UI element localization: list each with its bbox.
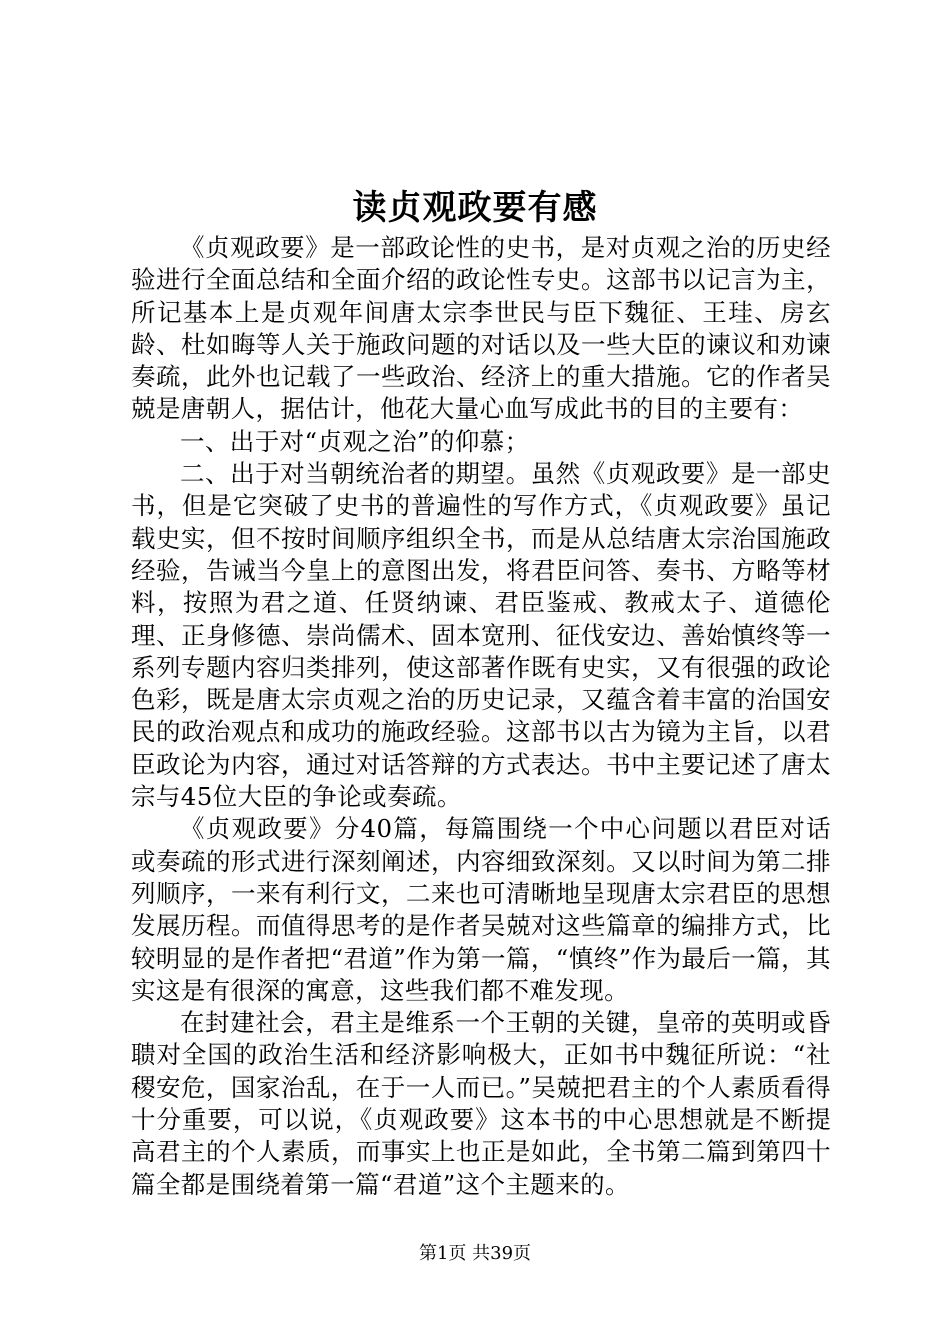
paragraph: 一、出于对“贞观之治”的仰慕；	[180, 426, 530, 456]
document-body	[131, 232, 831, 1201]
page-footer: 第1页 共39页	[418, 1243, 532, 1264]
paragraph: 在封建社会，君主是维系一个王朝的关键，皇帝的英明或昏聩对全国的政治生活和经济影响极大，正如书中魏征所说：“社稷安危，国家治乱，在于一人而已。”吴兢把君主的个人素质看得十分重要，可以说，《贞观政要》这本书的中心思想就是不断提高君主的个人素质，而事实上也正是如此，全书第二篇到第四十篇全都是围绕着第一篇“君道”这个主题来的。	[131, 1008, 831, 1199]
paragraph: 二、出于对当朝统治者的期望。虽然《贞观政要》是一部史书，但是它突破了史书的普遍性的写作方式，《贞观政要》虽记载史实，但不按时间顺序组织全书，而是从总结唐太宗治国施政经验，告诫当今皇上的意图出发，将君臣问答、奏书、方略等材料，按照为君之道、任贤纳谏、君臣鉴戒、教戒太子、道德伦理、正身修德、崇尚儒术、固本宽刑、征伐安边、善始慎终等一系列专题内容归类排列，使这部著作既有史实，又有很强的政论色彩，既是唐太宗贞观之治的历史记录，又蕴含着丰富的治国安民的政治观点和成功的施政经验。这部书以古为镜为主旨，以君臣政论为内容，通过对话答辩的方式表达。书中主要记述了唐太宗与45位大臣的争论或奏疏。	[131, 459, 831, 812]
paragraph: 《贞观政要》分40篇，每篇围绕一个中心问题以君臣对话或奏疏的形式进行深刻阐述，内容细致深刻。又以时间为第二排列顺序，一来有利行文，二来也可清晰地呈现唐太宗君臣的思想发展历程。而值得思考的是作者吴兢对这些篇章的编排方式，比较明显的是作者把“君道”作为第一篇，“慎终”作为最后一篇，其实这是有很深的寓意，这些我们都不难发现。	[131, 814, 831, 1005]
paragraph: 《贞观政要》是一部政论性的史书，是对贞观之治的历史经验进行全面总结和全面介绍的政论性专史。这部书以记言为主，所记基本上是贞观年间唐太宗李世民与臣下魏征、王珪、房玄龄、杜如晦等人关于施政问题的对话以及一些大臣的谏议和劝谏奏疏，此外也记载了一些政治、经济上的重大措施。它的作者吴兢是唐朝人，据估计，他花大量心血写成此书的目的主要有：	[131, 233, 831, 424]
document-title: 读贞观政要有感	[352, 188, 598, 228]
